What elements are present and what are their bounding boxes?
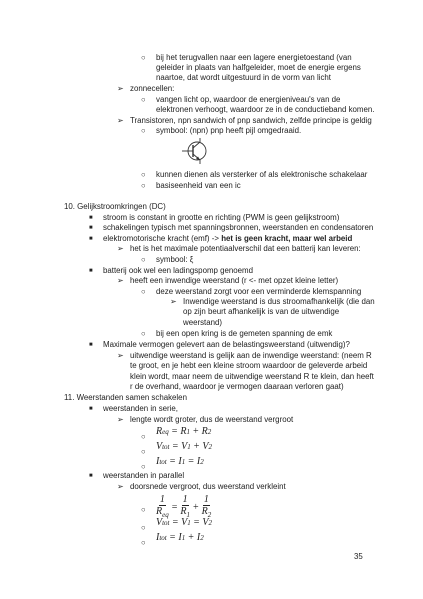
eq-var: V bbox=[202, 441, 209, 452]
transistor-symbol-image bbox=[180, 137, 212, 165]
equation-series-itot: I tot = I 1 = I 2 bbox=[156, 456, 204, 467]
text-line: op zijn beurt afhankelijk is van de uitwendige bbox=[183, 307, 340, 316]
text-line: lengte wordt groter, dus de weerstand vergroot bbox=[130, 415, 294, 424]
eq-var: V bbox=[181, 441, 188, 452]
text-line: te groot, en je hebt een kleine stroom waardoor de geleverde arbeid bbox=[130, 361, 368, 370]
text-line: heeft een inwendige weerstand (r <- met opzet kleine letter) bbox=[130, 276, 339, 285]
text-line: bij het terugvallen naar een lagere energietoestand (van bbox=[156, 53, 352, 62]
text-line: deze weerstand zorgt voor een verminderde klemspanning bbox=[156, 287, 362, 296]
bullet-circle: ○ bbox=[141, 126, 146, 135]
fraction-numerator: 1 bbox=[159, 494, 165, 505]
text-line bbox=[103, 234, 352, 244]
text-line: schakelingen typisch met spanningsbronnen, weerstanden en condensatoren bbox=[103, 223, 374, 232]
section-heading: 11. Weerstanden samen schakelen bbox=[64, 393, 187, 402]
bullet-square: ■ bbox=[89, 215, 93, 221]
bullet-circle: ○ bbox=[141, 95, 146, 104]
eq-op: + bbox=[192, 426, 199, 437]
eq-sub: 1 bbox=[186, 427, 190, 436]
text-line: uitwendige weerstand is gelijk aan de inwendige weerstand: (neem R bbox=[130, 351, 372, 360]
bullet-arrow: ➢ bbox=[117, 351, 124, 360]
eq-sub: 2 bbox=[200, 457, 204, 466]
text-line: naartoe, dat wordt uitgestuurd in de vorm van licht bbox=[156, 73, 332, 82]
eq-var: V bbox=[156, 517, 163, 528]
text-line: Maximale vermogen gelevert aan de belastingsweerstand (uitwendig)? bbox=[103, 340, 350, 349]
eq-sub: tot bbox=[162, 518, 170, 527]
eq-op: + bbox=[193, 441, 200, 452]
bullet-arrow: ➢ bbox=[117, 84, 124, 93]
bullet-square: ■ bbox=[89, 342, 93, 348]
bullet-arrow: ➢ bbox=[117, 276, 124, 285]
text-line: weerstanden in parallel bbox=[103, 471, 185, 480]
eq-sub: tot bbox=[162, 442, 170, 451]
eq-var: I bbox=[178, 532, 182, 543]
text-line: kunnen dienen als versterker of als elektronische schakelaar bbox=[156, 170, 368, 179]
eq-sub: 1 bbox=[187, 518, 191, 527]
equation-parallel-req: $\frac{1}{R_{eq}}$ = $\frac{1}{R_1}$ + $\frac{1}{R_2}$ bbox=[156, 494, 212, 519]
eq-var: I bbox=[196, 532, 201, 543]
equation-parallel-itot: I tot = I 1 + I 2 bbox=[156, 532, 204, 543]
eq-sub: tot bbox=[159, 457, 167, 466]
eq-sub: eq bbox=[162, 427, 169, 436]
text-line: r de overhand, waardoor je vermogen daaraan verloren gaat) bbox=[130, 382, 344, 391]
equation-series-vtot: V tot = V 1 + V 2 bbox=[156, 441, 212, 452]
bold-text: het is geen kracht, maar wel arbeid bbox=[221, 234, 353, 243]
fraction: $\frac{1}{R_1}$ bbox=[180, 494, 190, 519]
eq-var: I bbox=[156, 532, 160, 543]
eq-sub: 1 bbox=[181, 457, 186, 466]
eq-sub: 1 bbox=[187, 442, 191, 451]
bullet-circle: ○ bbox=[141, 170, 146, 179]
text-line: Inwendige weerstand is dus stroomafhankelijk (die dan bbox=[183, 297, 375, 306]
bullet-circle: ○ bbox=[141, 538, 146, 547]
eq-var: R bbox=[156, 426, 163, 437]
bullet-square: ■ bbox=[89, 268, 93, 274]
bullet-square: ■ bbox=[89, 236, 93, 242]
bullet-square: ■ bbox=[89, 473, 93, 479]
bullet-arrow: ➢ bbox=[170, 297, 177, 306]
text-line: stroom is constant in grootte en richting (PWM is geen gelijkstroom) bbox=[103, 213, 340, 222]
text-line: het is het maximale potentiaalverschil dat een batterij kan leveren: bbox=[130, 244, 361, 253]
eq-sub: 1 bbox=[181, 533, 186, 542]
bullet-circle: ○ bbox=[141, 329, 146, 338]
bullet-square: ■ bbox=[89, 406, 93, 412]
bullet-arrow: ➢ bbox=[117, 244, 124, 253]
eq-sub: eq bbox=[162, 511, 169, 519]
text-line: geleider in plaats van halfgeleider, moet de energie ergens bbox=[156, 63, 361, 72]
text-line: symbool: (npn) pnp heeft pijl omgedraaid. bbox=[156, 126, 302, 135]
text-line: basiseenheid van een ic bbox=[156, 181, 241, 190]
fraction: $\frac{1}{R_2}$ bbox=[201, 494, 212, 519]
bullet-arrow: ➢ bbox=[117, 415, 124, 424]
text-line: zonnecellen: bbox=[130, 84, 175, 93]
bullet-arrow: ➢ bbox=[117, 116, 124, 125]
text-line: klein wordt, maar neem de uitwendige weerstand R te klein, dan heeft bbox=[130, 372, 374, 381]
eq-var: I bbox=[156, 456, 160, 467]
text-line: elektronen verhoogt, waardoor ze in de conductieband komen. bbox=[156, 105, 375, 114]
bullet-arrow: ➢ bbox=[117, 482, 124, 491]
eq-var: I bbox=[178, 456, 182, 467]
bullet-circle: ○ bbox=[141, 181, 146, 190]
text-line: batterij ook wel een ladingspomp genoemd bbox=[103, 266, 254, 275]
bullet-square: ■ bbox=[89, 225, 93, 231]
eq-var: R bbox=[156, 506, 163, 517]
eq-sub: 2 bbox=[207, 427, 212, 436]
bullet-circle: ○ bbox=[141, 447, 146, 456]
page-number: 35 bbox=[354, 552, 363, 561]
eq-sub: tot bbox=[159, 533, 167, 542]
eq-var: V bbox=[181, 517, 188, 528]
text-line: weerstanden in serie, bbox=[103, 404, 179, 413]
eq-var: V bbox=[202, 517, 209, 528]
eq-var: R bbox=[180, 426, 187, 437]
bullet-circle: ○ bbox=[141, 53, 146, 62]
bullet-circle: ○ bbox=[141, 523, 146, 532]
text-line: symbool: ξ bbox=[156, 255, 194, 264]
eq-op: + bbox=[188, 532, 194, 543]
eq-op: = bbox=[193, 517, 200, 528]
eq-var: V bbox=[156, 441, 163, 452]
eq-var: I bbox=[196, 456, 201, 467]
eq-sub: 2 bbox=[208, 518, 212, 527]
section-heading: 10. Gelijkstroomkringen (DC) bbox=[64, 202, 166, 211]
eq-sub: 2 bbox=[208, 442, 212, 451]
bullet-circle: ○ bbox=[141, 505, 146, 514]
bullet-circle: ○ bbox=[141, 462, 146, 471]
equation-parallel-vtot: V tot = V 1 = V 2 bbox=[156, 517, 212, 528]
text-line: vangen licht op, waardoor de energieniveau's van de bbox=[156, 95, 341, 104]
text-span: elektromotorische kracht (emf) -> bbox=[103, 234, 222, 243]
equation-series-req: R eq = R 1 + R 2 bbox=[156, 426, 212, 437]
text-line: Transistoren, npn sandwich of pnp sandwich, zelfde principe is geldig bbox=[130, 116, 372, 125]
bullet-circle: ○ bbox=[141, 432, 146, 441]
text-line: weerstand) bbox=[183, 318, 223, 327]
eq-var: R bbox=[201, 426, 208, 437]
bullet-circle: ○ bbox=[141, 287, 146, 296]
eq-op: = bbox=[188, 456, 194, 467]
text-line: bij een open kring is de gemeten spanning de emk bbox=[156, 329, 333, 338]
eq-sub: 2 bbox=[200, 533, 204, 542]
bullet-circle: ○ bbox=[141, 255, 146, 264]
text-line: doorsnede vergroot, dus weerstand verkleint bbox=[130, 482, 286, 491]
